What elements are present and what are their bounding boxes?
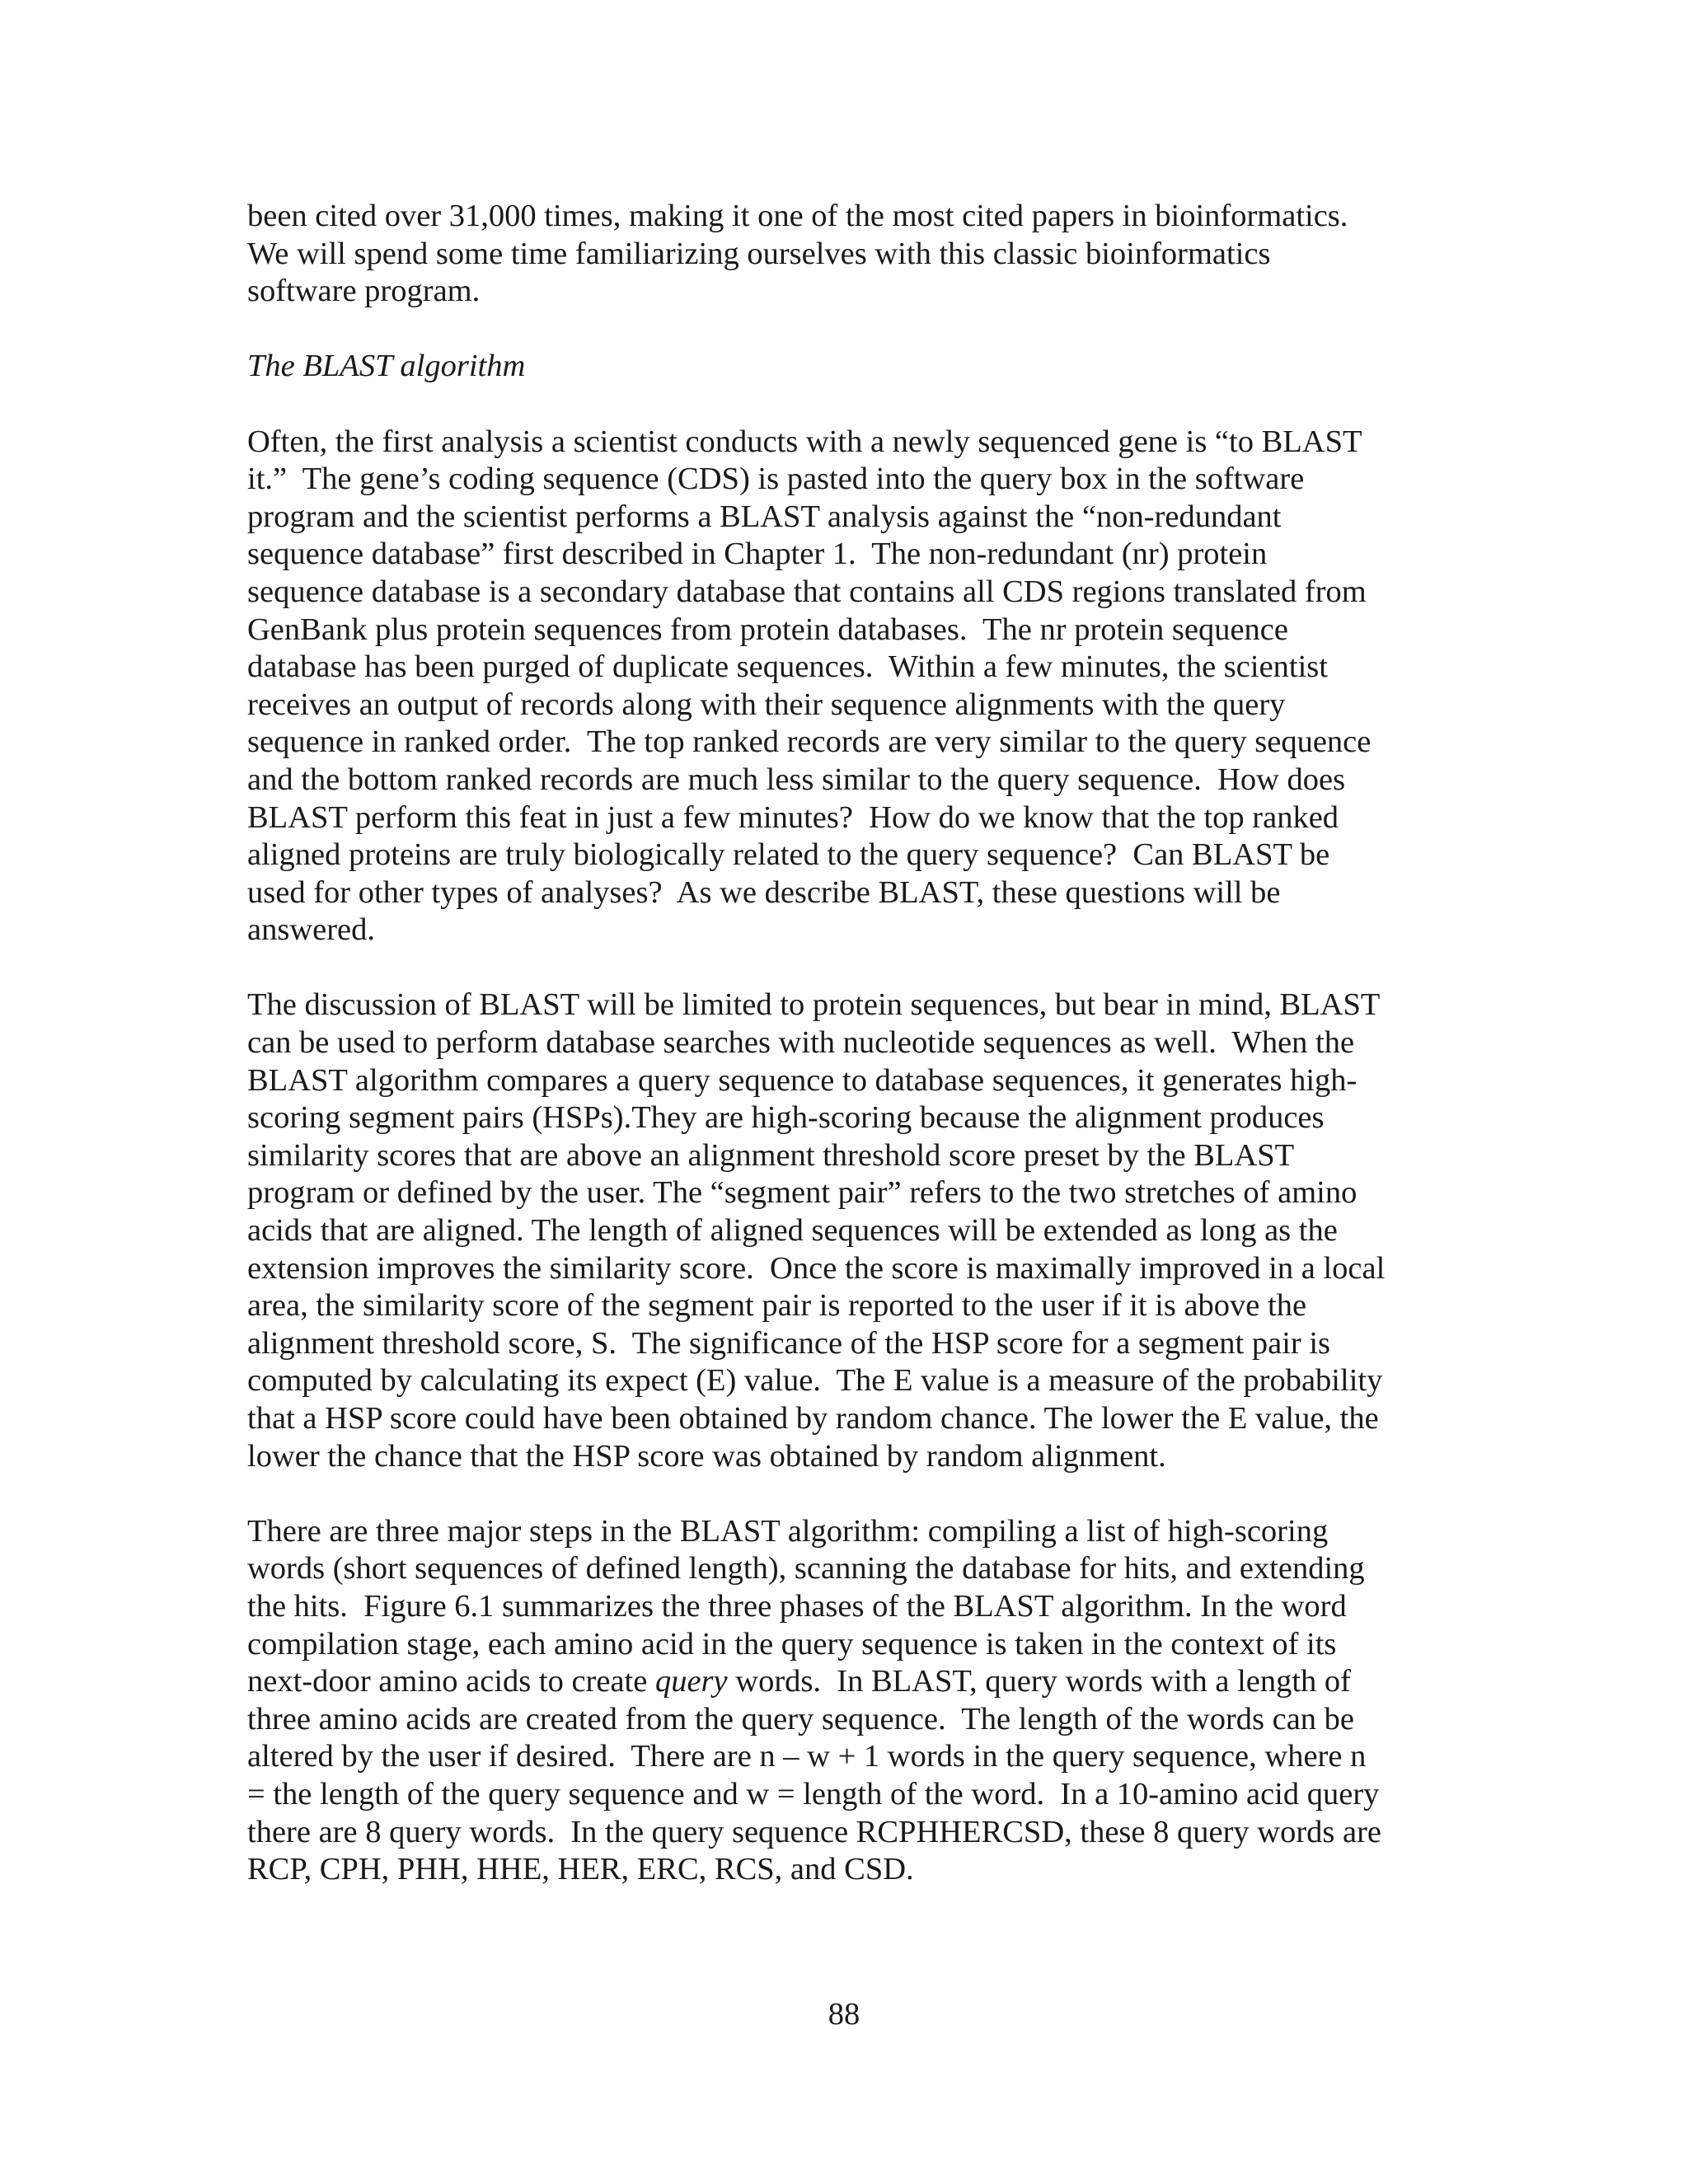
text-line: there are 8 query words. In the query sequence RCPHHERCSD, these 8 query words are [247, 1814, 1382, 1849]
text-line: scoring segment pairs (HSPs).They are high-scoring because the alignment produces [247, 1100, 1325, 1136]
text-line: database has been purged of duplicate sequences. Within a few minutes, the scientist [247, 649, 1328, 685]
text-line: BLAST perform this feat in just a few minutes? How do we know that the top ranked [247, 799, 1339, 835]
text-line: BLAST algorithm compares a query sequence to database sequences, it generates high- [247, 1062, 1357, 1098]
text-line: words (short sequences of defined length), scanning the database for hits, and extending [247, 1551, 1365, 1586]
text-line: and the bottom ranked records are much less similar to the query sequence. How does [247, 762, 1346, 797]
text-line: computed by calculating its expect (E) value. The E value is a measure of the probability [247, 1363, 1383, 1399]
text-line: aligned proteins are truly biologically related to the query sequence? Can BLAST be [247, 837, 1330, 873]
text-line: GenBank plus protein sequences from protein databases. The nr protein sequence [247, 612, 1288, 647]
text-line: We will spend some time familiarizing ourselves with this classic bioinformatics [247, 236, 1271, 271]
text-line: been cited over 31,000 times, making it one of the most cited papers in bioinformatics. [247, 199, 1348, 233]
text-line: software program. [247, 274, 481, 309]
text-line: program and the scientist performs a BLAST analysis against the “non-redundant [247, 499, 1282, 534]
intro-continuation-paragraph [247, 198, 1451, 311]
text-segment: words. In BLAST, query words with a length of [727, 1664, 1351, 1699]
text-line: = the length of the query sequence and w = length of the word. In a 10-amino acid query [247, 1776, 1380, 1811]
text-line: answered. [247, 912, 375, 948]
text-line-with-emphasis [247, 1663, 1451, 1701]
text-line: used for other types of analyses? As we describe BLAST, these questions will be [247, 874, 1281, 910]
text-line: sequence database is a secondary database that contains all CDS regions translated from [247, 574, 1367, 609]
page-number: 88 [828, 1997, 860, 2032]
text-line: area, the similarity score of the segment pair is reported to the user if it is above the [247, 1288, 1307, 1324]
document-page [247, 198, 1451, 1926]
text-line: altered by the user if desired. There are n – w + 1 words in the query sequence, where n [247, 1739, 1367, 1774]
text-line: the hits. Figure 6.1 summarizes the three phases of the BLAST algorithm. In the word [247, 1588, 1347, 1624]
text-line: lower the chance that the HSP score was obtained by random alignment. [247, 1438, 1166, 1474]
text-line: alignment threshold score, S. The significance of the HSP score for a segment pair is [247, 1325, 1331, 1361]
text-line: that a HSP score could have been obtained by random chance. The lower the E value, the [247, 1401, 1379, 1436]
body-paragraph-3 [247, 1513, 1451, 1889]
emphasized-word-query: query [654, 1664, 728, 1699]
text-line: extension improves the similarity score. Once the score is maximally improved in a local [247, 1250, 1386, 1286]
body-paragraph-2 [247, 987, 1451, 1475]
text-segment: next-door amino acids to create [247, 1664, 655, 1699]
text-line: program or defined by the user. The “segment pair” refers to the two stretches of amino [247, 1175, 1357, 1211]
text-line: RCP, CPH, PHH, HHE, HER, ERC, RCS, and CSD. [247, 1852, 914, 1887]
text-line: similarity scores that are above an alignment threshold score preset by the BLAST [247, 1137, 1295, 1173]
text-line: sequence in ranked order. The top ranked records are very similar to the query sequence [247, 724, 1372, 760]
text-line: There are three major steps in the BLAST algorithm: compiling a list of high-scoring [247, 1513, 1329, 1549]
text-line: acids that are aligned. The length of aligned sequences will be extended as long as the [247, 1213, 1338, 1249]
text-line: can be used to perform database searches with nucleotide sequences as well. When the [247, 1025, 1355, 1061]
text-line: it.” The gene’s coding sequence (CDS) is pasted into the query box in the software [247, 462, 1305, 497]
section-heading-text: The BLAST algorithm [247, 349, 526, 384]
text-line: Often, the first analysis a scientist conducts with a newly sequenced gene is “to BLAST [247, 424, 1362, 459]
text-line: sequence database” first described in Chapter 1. The non-redundant (nr) protein [247, 537, 1268, 572]
text-line: three amino acids are created from the query sequence. The length of the words can be [247, 1701, 1355, 1736]
body-paragraph-1 [247, 424, 1451, 949]
text-line: receives an output of records along with their sequence alignments with the query [247, 687, 1286, 722]
text-line: compilation stage, each amino acid in the query sequence is taken in the context of its [247, 1626, 1337, 1661]
section-heading [247, 348, 1451, 386]
text-line: The discussion of BLAST will be limited to protein sequences, but bear in mind, BLAST [247, 987, 1381, 1023]
